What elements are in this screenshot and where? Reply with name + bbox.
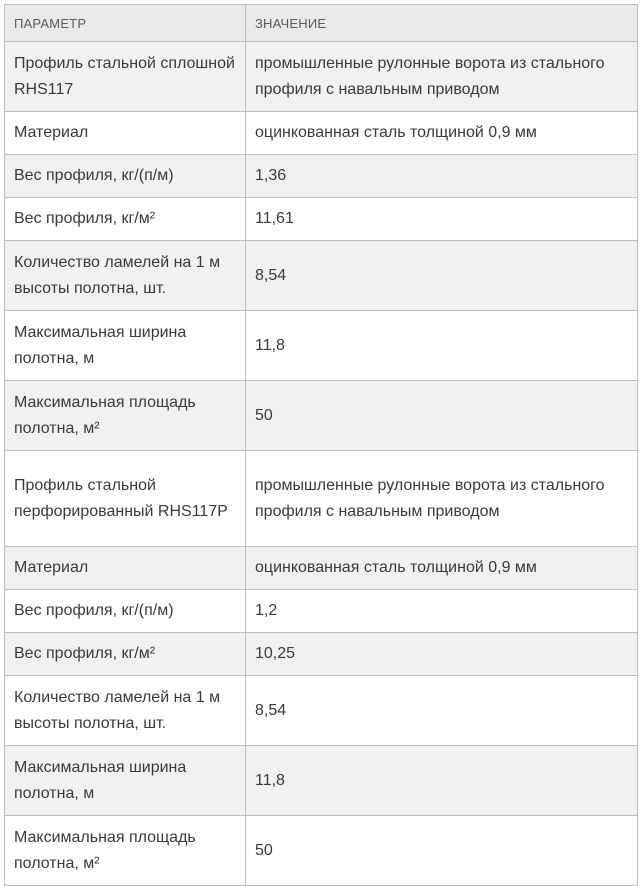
table-row [5,241,638,311]
row-value: промышленные рулонные ворота из стального профиля с навальным приводом [246,451,638,547]
row-value: 1,2 [246,590,638,633]
row-value: 50 [246,381,638,451]
row-param: Количество ламелей на 1 м высоты полотна, шт. [5,676,246,746]
table-row [5,746,638,816]
row-value: 8,54 [246,241,638,311]
row-param: Максимальная ширина полотна, м [5,311,246,381]
row-value: 11,61 [246,198,638,241]
table-row [5,816,638,886]
table-row [5,676,638,746]
row-value: 50 [246,816,638,886]
row-value: 1,36 [246,155,638,198]
row-value: 10,25 [246,633,638,676]
row-param: Материал [5,547,246,590]
row-value: промышленные рулонные ворота из стального профиля с навальным приводом [246,42,638,112]
row-param: Профиль стальной перфорированный RHS117P [5,451,246,547]
table-row [5,155,638,198]
table-row [5,381,638,451]
row-param: Материал [5,112,246,155]
table-row [5,311,638,381]
row-param: Вес профиля, кг/(п/м) [5,155,246,198]
row-value: оцинкованная сталь толщиной 0,9 мм [246,112,638,155]
header-value: ЗНАЧЕНИЕ [246,5,638,42]
table-row [5,451,638,547]
row-param: Максимальная площадь полотна, м² [5,381,246,451]
table-row [5,547,638,590]
row-param: Количество ламелей на 1 м высоты полотна, шт. [5,241,246,311]
row-param: Максимальная площадь полотна, м² [5,816,246,886]
table-header-row [5,5,638,42]
row-value: оцинкованная сталь толщиной 0,9 мм [246,547,638,590]
row-value: 8,54 [246,676,638,746]
table-row [5,590,638,633]
row-value: 11,8 [246,311,638,381]
header-param: ПАРАМЕТР [5,5,246,42]
row-param: Профиль стальной сплошной RHS117 [5,42,246,112]
spec-table [4,4,638,886]
table-row [5,198,638,241]
row-param: Вес профиля, кг/м² [5,633,246,676]
row-value: 11,8 [246,746,638,816]
row-param: Вес профиля, кг/(п/м) [5,590,246,633]
row-param: Максимальная ширина полотна, м [5,746,246,816]
row-param: Вес профиля, кг/м² [5,198,246,241]
table-row [5,633,638,676]
table-row [5,112,638,155]
table-row [5,42,638,112]
